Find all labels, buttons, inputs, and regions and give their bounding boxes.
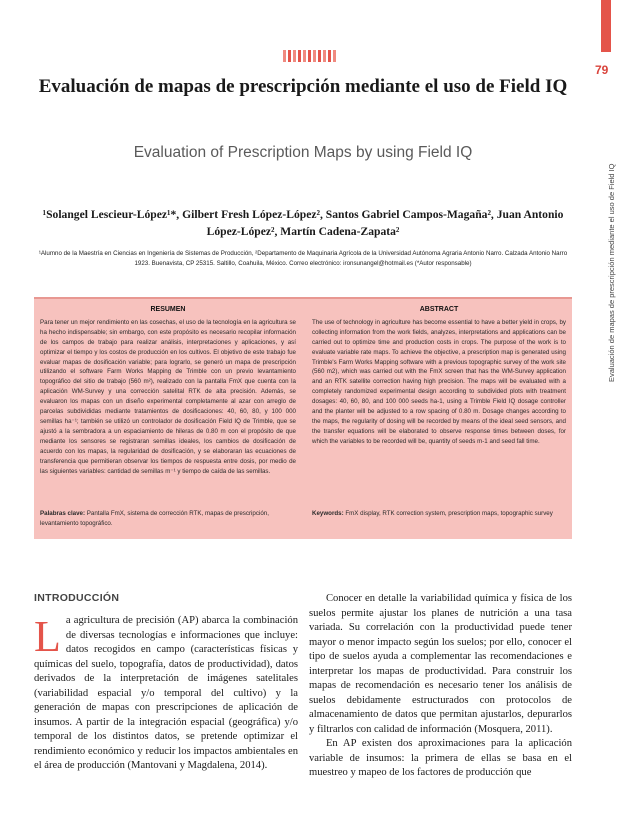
keywords-label: Keywords:	[312, 510, 344, 517]
intro-paragraph-2: Conocer en detalle la variabilidad química y física de los suelos permite ajustar los planes de nutrición a una tasa variada. Su correlación con la productividad puede tener mayor o menor impacto según los suelos; por ello, conocer el tipo de suelos ayuda a complementar las recomendaciones e interpretar los mapas de productividad. Para construir los mapas de recomendación es necesario tener los análisis de suelos debidamente estructurados con protocolos de almacenamiento de datos que permitan ajustarlos, depurarlos y filtrarlos con calidad de información (Mosquera, 2011).	[309, 593, 572, 735]
body-column-right	[309, 592, 572, 781]
palabras-clave	[40, 509, 296, 529]
page-color-tab	[601, 0, 611, 52]
abstract-text: The use of technology in agriculture has become essential to have a better yield in crops, by collecting information from the work fields, analyzes, interpretations and applications can be carried out to optimize time and production costs in crops. The purpose of the work is to evaluate variable rate maps. To achieve the objective, a prescription map is generated using Trimble's Farm Works Mapping software with a previous topographic survey of the work site (560 m2), which was carried out with the FmX screen that has the WM-Survey application and an RTK satellite correction having high precision. The maps will be evaluated with a completely randomized experimental design according to subdivided plots with treatment dosages: 40, 60, 80, and 100 000 seeds ha-1, using a Trimble Field IQ dosage controller and the planter will be adjusted to a row spacing of 0.80 m. Dosage changes according to the maps, the regularity of dosing will be recorded by means of the ideal seed sensors, and the transfer equations will be elaborated to observe response times between doses, for which the variables to be recorded will be, quantity of seeds m-1 and seed fall time.	[312, 318, 566, 445]
keywords-text: FmX display, RTK correction system, prescription maps, topographic survey	[345, 510, 553, 517]
authors: ¹Solangel Lescieur-López¹*, Gilbert Fresh López-López², Santos Gabriel Campos-Magaña², Juan Antonio López-López², Martín Cadena-Zapata²	[42, 208, 564, 238]
resumen-column	[40, 305, 296, 476]
abstract-column	[312, 305, 566, 447]
introduction-heading: INTRODUCCIÓN	[34, 592, 120, 604]
affiliation: ¹Alumno de la Maestría en Ciencias en Ingeniería de Sistemas de Producción, ²Departamento de Maquinaria Agrícola de la Universidad Autónoma Agraria Antonio Narro. Calzada Antonio Narro 1923. Buenavista, CP 25315. Saltillo, Coahuila, México. Correo electrónico: ironsunangel@hotmail.es (*Autor responsable)	[38, 250, 568, 267]
keywords	[312, 509, 566, 519]
abstract-box	[34, 297, 572, 539]
palabras-clave-text: Pantalla FmX, sistema de corrección RTK, mapas de prescripción, levantamiento topográfico.	[40, 510, 269, 527]
drop-cap: L	[34, 612, 61, 661]
intro-paragraph-3: En AP existen dos aproximaciones para la aplicación variable de insumos: la primera de ellas se basa en el muestreo y mapeo de los factores de producción que	[309, 738, 572, 778]
body-column-left	[34, 614, 298, 774]
palabras-clave-label: Palabras clave:	[40, 510, 86, 517]
article-title-spanish: Evaluación de mapas de prescripción mediante el uso de Field IQ	[38, 76, 568, 97]
abstract-heading: ABSTRACT	[419, 306, 459, 313]
article-title-english: Evaluation of Prescription Maps by using Field IQ	[133, 144, 473, 161]
running-title	[607, 82, 617, 382]
intro-paragraph-1: a agricultura de precisión (AP) abarca la combinación de diversas tecnologías e informaciones que incluye: datos recogidos en campo (características físicas y químicas del suelo, topografía, datos de productividad), datos derivados de la interpretación de imágenes satelitales (variabilidad espacial y/o temporal del cultivo) y la generación de mapas con prescripciones de aplicación de insumos. A partir de la integración espacial (geográfica) y/o temporal de los distintos datos, se pretende optimizar el rendimiento económico y reducir los impactos ambientales en el área de producción (Mantovani y Magdalena, 2014).	[34, 615, 298, 771]
page-number: 79	[595, 63, 609, 77]
running-title-text: Evaluación de mapas de prescripción mediante el uso de Field IQ	[607, 163, 616, 382]
title-ornament	[283, 50, 336, 62]
resumen-text: Para tener un mejor rendimiento en las cosechas, el uso de la tecnología en la agricultura se ha hecho indispensable; sin embargo, con este propósito es necesario recopilar información de los campos de trabajo para realizar análisis, interpretaciones y aplicaciones, y así optimizar el tiempo y los costos de producción en los cultivos. El objetivo de este trabajo fue evaluar mapas de dosificación variable; para lograrlo, se generó un mapa de prescripción utilizando el software Farm Works Mapping de Trimble con un previo levantamiento topográfico del sitio de trabajo (560 m²), realizado con la pantalla FmX que cuenta con la aplicación WM-Survey y una corrección satelital RTK de alta precisión. Además, se evaluaron los mapas con un diseño experimental completamente al azar con arreglo de parcelas subdivididas mediante tratamientos de dosificaciones: 40, 60, 80, y 100 000 semillas ha⁻¹; también se utilizó un controlador de dosificación Field IQ de Trimble, que se ajustó a la sembradora a un espaciamiento de hileras de 0.80 m con el propósito de que mediante los sensores se registraran semillas ideales, los cambios de dosificación de acuerdo con los mapas, la regularidad de dosificación, y se elaboraran las ecuaciones de transferencia que permitieran observar los tiempos de respuesta entre dosis, por medio de las siguientes variables: cantidad de semillas m⁻¹ y tiempo de caída de las semillas.	[40, 318, 296, 475]
resumen-heading: RESUMEN	[150, 306, 186, 313]
